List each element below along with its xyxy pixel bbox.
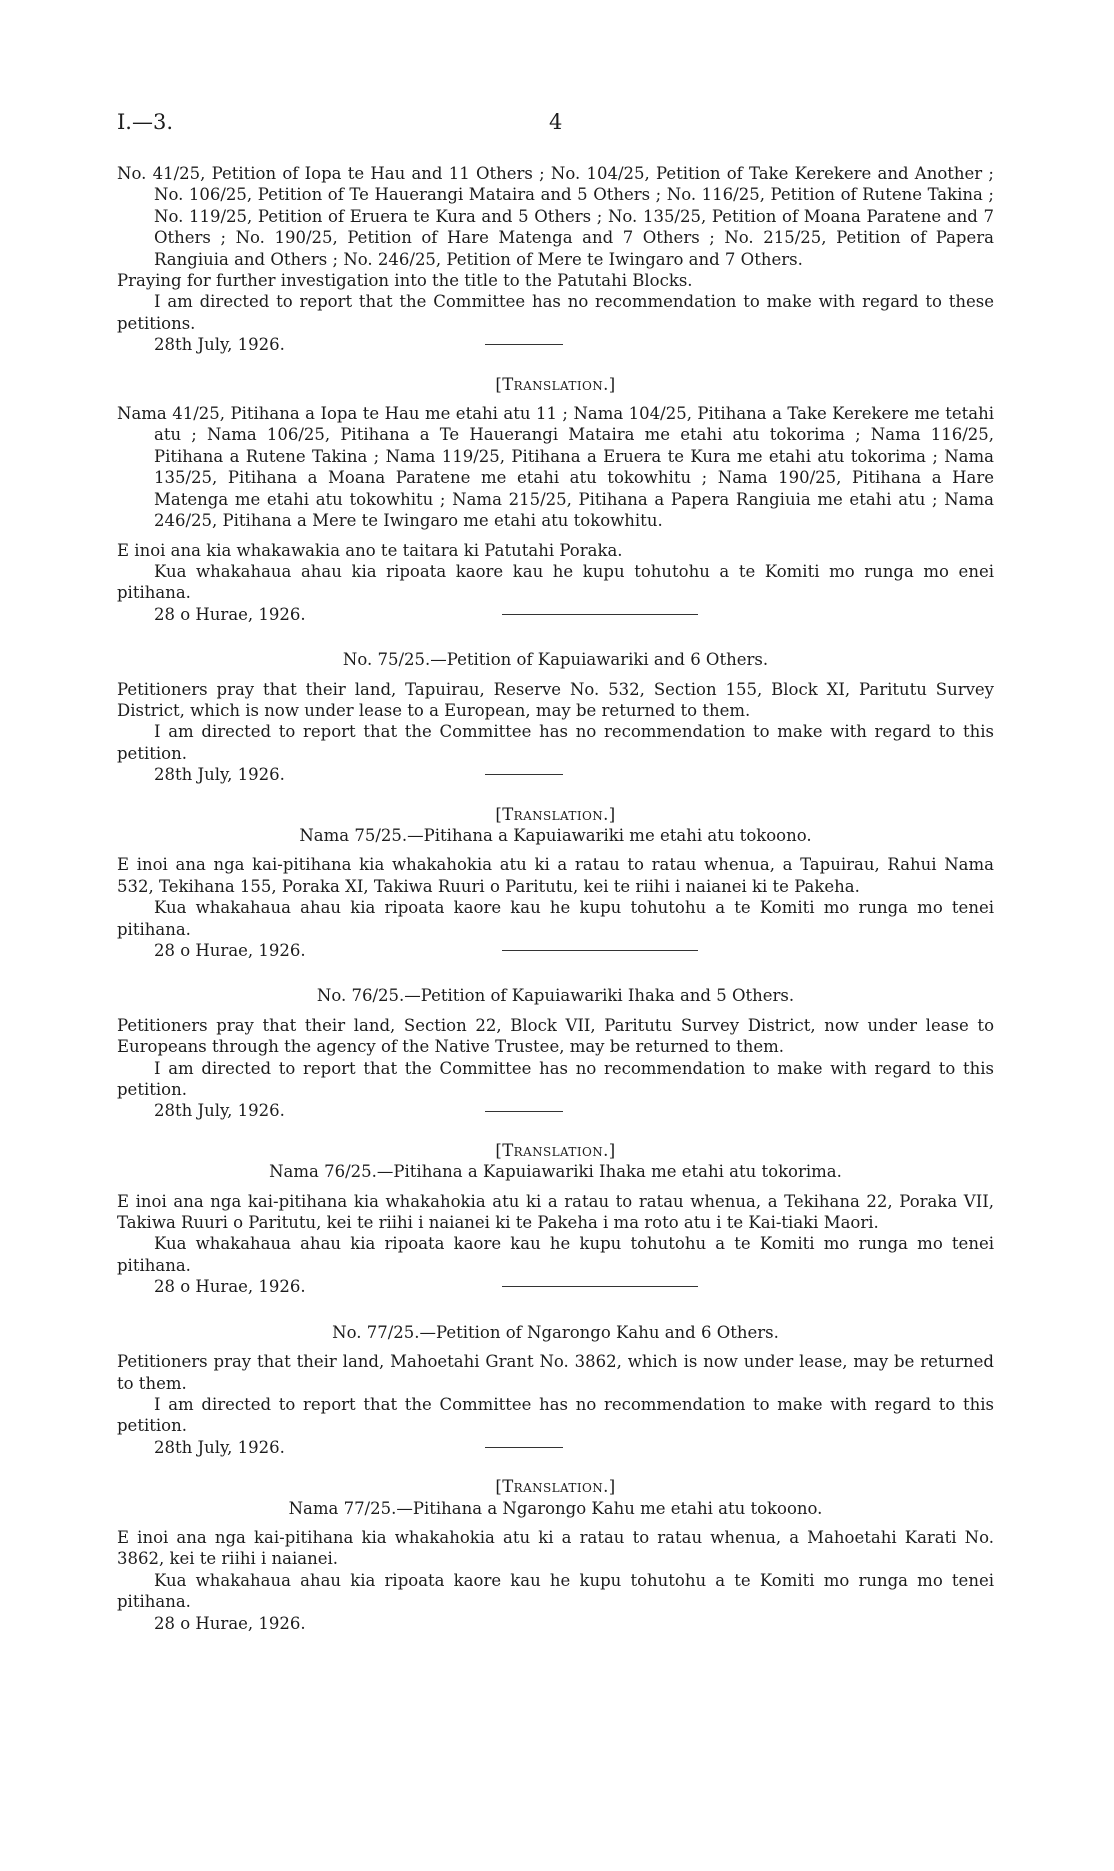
date-line — [117, 1437, 994, 1458]
praying-text: Praying for further investigation into the title to the Patutahi Blocks. — [117, 271, 693, 291]
maori-petition-list: Nama 41/25, Pitihana a Iopa te Hau me etahi atu 11 ; Nama 104/25, Pitihana a Take Kerekere me tetahi atu ; Nama 106/25, Pitihana a Te Hauerangi Mataira me etahi atu tokorima ; Nama 116/25, Pitihana a Rutene Takina ; Nama 119/25, Pitihana a Eruera te Kura me etahi atu tokorima ; Nama 135/25, Pitihana a Moana Paratene me etahi atu tokowhitu ; Nama 190/25, Pitihana a Hare Matenga me etahi atu tokowhitu ; Nama 215/25, Pitihana a Papera Rangiuia me etahi atu ; Nama 246/25, Pitihana a Mere te Iwingaro me etahi atu tokowhitu. — [117, 404, 994, 531]
maori-report: Kua whakahaua ahau kia ripoata kaore kau he kupu tohutohu a te Komiti mo runga mo enei pitihana. — [117, 561, 994, 603]
divider-rule — [502, 950, 698, 951]
translation-label: [Translation.] — [495, 804, 616, 824]
date-line — [117, 764, 994, 785]
maori-date: 28 o Hurae, 1926. — [154, 941, 306, 960]
maori-petition-title: Nama 76/25.—Pitihana a Kapuiawariki Ihaka me etahi atu tokorima. — [269, 1162, 842, 1182]
divider-rule — [502, 1286, 698, 1287]
petition-body: Petitioners pray that their land, Tapuirau, Reserve No. 532, Section 155, Block XI, Paritutu Survey District, which is now under lease to a European, may be returned to them. — [117, 679, 994, 720]
maori-report: Kua whakahaua ahau kia ripoata kaore kau he kupu tohutohu a te Komiti mo runga mo tenei pitihana. — [117, 1570, 994, 1612]
maori-report: Kua whakahaua ahau kia ripoata kaore kau he kupu tohutohu a te Komiti mo runga mo tenei pitihana. — [117, 1234, 994, 1275]
translation-label: [Translation.] — [495, 1140, 616, 1160]
maori-date-line — [117, 604, 994, 625]
report-date: 28th July, 1926. — [154, 335, 285, 355]
divider-rule — [502, 614, 698, 615]
maori-petition-body: E inoi ana nga kai-pitihana kia whakahokia atu ki a ratau to ratau whenua, a Tapuirau, Rahui Nama 532, Tekihana 155, Poraka XI, Takiwa Ruuri o Paritutu, kei te riihi i naianei ki te Pakeha. — [117, 855, 994, 896]
page-content — [117, 163, 994, 1634]
committee-report: I am directed to report that the Committee has no recommendation to make with regard to these petitions. — [117, 292, 994, 333]
petition-list: No. 41/25, Petition of Iopa te Hau and 11 Others ; No. 104/25, Petition of Take Kerekere and Another ; No. 106/25, Petition of Te Hauerangi Mataira and 5 Others ; No. 116/25, Petition of Rutene Takina ; No. 119/25, Petition of Eruera te Kura and 5 Others ; No. 135/25, Petition of Moana Paratene and 7 Others ; No. 190/25, Petition of Hare Matenga and 7 Others ; No. 215/25, Petition of Papera Rangiuia and Others ; No. 246/25, Petition of Mere te Iwingaro and 7 Others. — [117, 164, 994, 269]
maori-petition-title: Nama 77/25.—Pitihana a Ngarongo Kahu me etahi atu tokoono. — [288, 1498, 823, 1518]
petition-title: No. 75/25.—Petition of Kapuiawariki and 6 Others. — [342, 650, 769, 670]
maori-report: Kua whakahaua ahau kia ripoata kaore kau he kupu tohutohu a te Komiti mo runga mo tenei pitihana. — [117, 898, 994, 939]
maori-date-line — [117, 940, 994, 961]
maori-petition-title: Nama 75/25.—Pitihana a Kapuiawariki me etahi atu tokoono. — [299, 825, 812, 845]
maori-petition-body: E inoi ana nga kai-pitihana kia whakahokia atu ki a ratau to ratau whenua, a Mahoetahi Karati No. 3862, kei te riihi i naianei. — [117, 1527, 994, 1569]
maori-date: 28 o Hurae, 1926. — [154, 1613, 306, 1633]
divider-rule — [485, 1111, 563, 1112]
maori-date: 28 o Hurae, 1926. — [154, 1277, 306, 1297]
committee-report: I am directed to report that the Committee has no recommendation to make with regard to this petition. — [117, 722, 994, 763]
committee-report: I am directed to report that the Committee has no recommendation to make with regard to this petition. — [117, 1058, 994, 1100]
report-date: 28th July, 1926. — [154, 1437, 285, 1457]
divider-rule — [485, 774, 563, 775]
translation-label: [Translation.] — [495, 374, 616, 394]
report-date: 28th July, 1926. — [154, 1101, 285, 1121]
page-number: 4 — [549, 110, 563, 134]
translation-label: [Translation.] — [495, 1477, 616, 1497]
maori-petition-body: E inoi ana nga kai-pitihana kia whakahokia atu ki a ratau to ratau whenua, a Tekihana 22, Poraka VII, Takiwa Ruuri o Paritutu, kei te riihi i naianei ki te Pakeha i ma roto atu i te Kai-tiaki Maori. — [117, 1191, 994, 1233]
petition-title: No. 76/25.—Petition of Kapuiawariki Ihaka and 5 Others. — [316, 986, 795, 1006]
petition-body: Petitioners pray that their land, Mahoetahi Grant No. 3862, which is now under lease, may be returned to them. — [117, 1352, 994, 1393]
petition-body: Petitioners pray that their land, Section 22, Block VII, Paritutu Survey District, now under lease to Europeans through the agency of the Native Trustee, may be returned to them. — [117, 1015, 994, 1057]
petition-title: No. 77/25.—Petition of Ngarongo Kahu and 6 Others. — [332, 1322, 779, 1342]
date-line — [117, 334, 994, 355]
document-reference: I.—3. — [117, 110, 174, 134]
divider-rule — [485, 344, 563, 345]
maori-date-line — [117, 1276, 994, 1297]
report-date: 28th July, 1926. — [154, 765, 285, 785]
committee-report: I am directed to report that the Committee has no recommendation to make with regard to this petition. — [117, 1394, 994, 1436]
maori-date: 28 o Hurae, 1926. — [154, 604, 306, 624]
maori-prayer: E inoi ana kia whakawakia ano te taitara ki Patutahi Poraka. — [117, 540, 623, 560]
divider-rule — [485, 1447, 563, 1448]
date-line — [117, 1100, 994, 1121]
